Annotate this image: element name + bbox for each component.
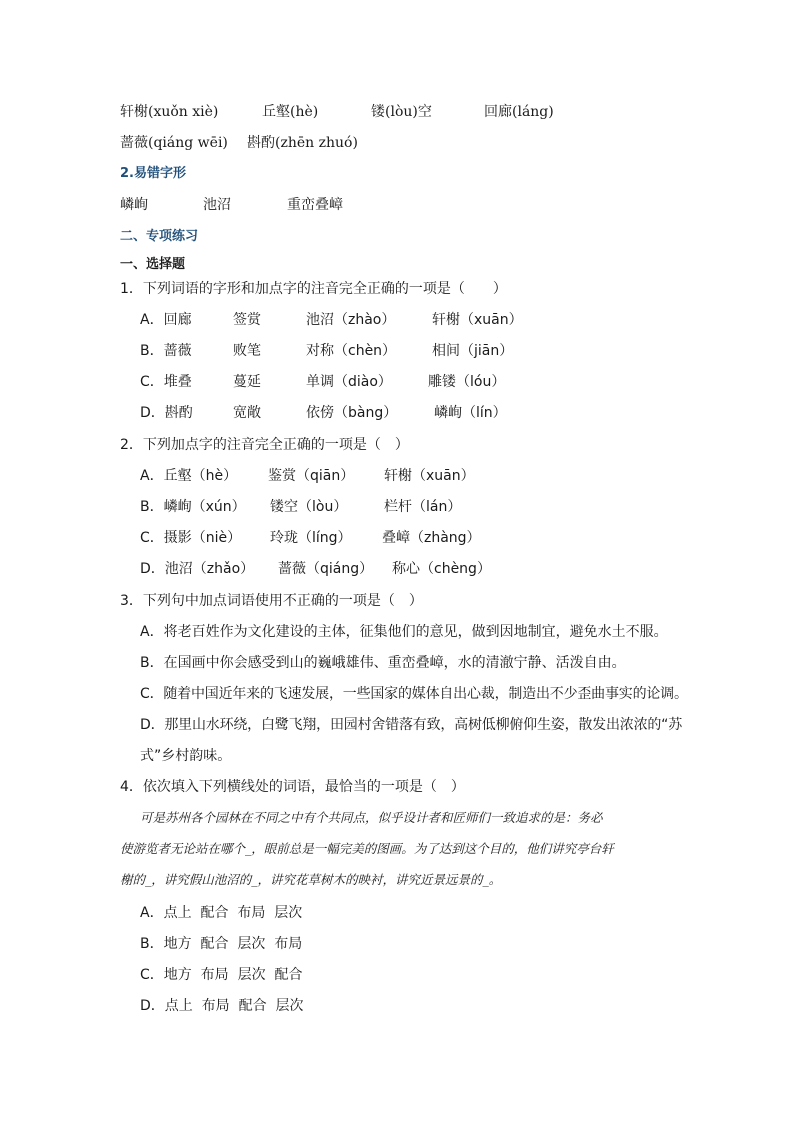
- option-cell: 镂空（lòu）: [270, 499, 348, 515]
- question-1-stem: 1．下列词语的字形和加点字的注音完全正确的一项是（ ）: [120, 281, 507, 297]
- option-cell: A．回廊: [140, 312, 192, 328]
- q3-option-b: B．在国画中你会感受到山的巍峨雄伟、重峦叠嶂，水的清澈宁静、活泼自由。: [140, 655, 626, 671]
- option-cell: 蔷薇（qiáng）: [278, 561, 374, 577]
- practice-heading: 二、专项练习: [120, 229, 199, 244]
- q4-option-c: C．地方 布局 层次 配合: [140, 967, 303, 983]
- q4-option-a: A．点上 配合 布局 层次: [140, 905, 303, 921]
- option-cell: C．摄影（niè）: [140, 530, 242, 546]
- q3-option-d: D．那里山水环绕，白鹭飞翔，田园村舍错落有致，高树低柳俯仰生姿，散发出浓浓的“苏: [140, 717, 683, 733]
- option-cell: B．嶙峋（xún）: [140, 499, 246, 515]
- option-cell: 栏杆（lán）: [384, 499, 462, 515]
- option-cell: 轩榭（xuān）: [384, 468, 475, 484]
- question-4-stem: 4．依次填入下列横线处的词语，最恰当的一项是（ ）: [120, 779, 465, 795]
- question-3-stem: 3．下列句中加点词语使用不正确的一项是（ ）: [120, 593, 423, 609]
- option-cell: 称心（chèng）: [392, 561, 491, 577]
- option-cell: 签赏: [233, 312, 261, 328]
- q4-option-b: B．地方 配合 层次 布局: [140, 936, 303, 952]
- option-cell: C．堆叠: [140, 374, 192, 390]
- option-cell: 鉴赏（qiān）: [268, 468, 355, 484]
- choice-heading: 一、选择题: [120, 257, 186, 272]
- option-cell: A．丘壑（hè）: [140, 468, 238, 484]
- pinyin-item: 轩榭(xuǒn xiè): [120, 104, 219, 120]
- passage-line: 使游览者无论站在哪个_，眼前总是一幅完美的图画。为了达到这个目的，他们讲究亭台轩: [120, 841, 614, 856]
- option-cell: D．池沼（zhǎo）: [140, 561, 255, 577]
- option-cell: 蔓延: [233, 374, 261, 390]
- option-cell: 轩榭（xuān）: [432, 312, 523, 328]
- pinyin-item: 丘壑(hè): [262, 104, 319, 120]
- q3-option-a: A．将老百姓作为文化建设的主体，征集他们的意见，做到因地制宜，避免水土不服。: [140, 624, 668, 640]
- passage-line: 可是苏州各个园林在不同之中有个共同点，似乎设计者和匠师们一致追求的是：务必: [140, 810, 603, 825]
- option-cell: 宽敞: [233, 405, 261, 421]
- option-cell: 单调（diào）: [306, 374, 392, 390]
- question-2-stem: 2．下列加点字的注音完全正确的一项是（ ）: [120, 437, 409, 453]
- option-cell: 玲珑（líng）: [270, 530, 352, 546]
- pinyin-item: 镂(lòu)空: [371, 104, 432, 120]
- passage-line: 榭的_，讲究假山池沼的_，讲究花草树木的映衬，讲究近景远景的_。: [120, 872, 502, 887]
- option-cell: B．蔷薇: [140, 343, 192, 359]
- option-cell: 雕镂（lóu）: [428, 374, 506, 390]
- word-item: 重峦叠嶂: [287, 197, 343, 213]
- q4-option-d: D．点上 布局 配合 层次: [140, 998, 304, 1014]
- option-cell: 对称（chèn）: [306, 343, 397, 359]
- q3-option-d-continued: 式”乡村韵味。: [140, 748, 232, 764]
- q3-option-c: C．随着中国近年来的飞速发展，一些国家的媒体自出心裁，制造出不少歪曲事实的论调。: [140, 686, 688, 702]
- option-cell: 败笔: [233, 343, 261, 359]
- option-cell: 相间（jiān）: [432, 343, 514, 359]
- option-cell: 嶙峋（lín）: [434, 405, 507, 421]
- pinyin-item: 斟酌(zhēn zhuó): [247, 135, 358, 151]
- pinyin-item: 蔷薇(qiáng wēi): [120, 135, 228, 151]
- section-title: 2.易错字形: [120, 166, 186, 181]
- option-cell: D．斟酌: [140, 405, 193, 421]
- option-cell: 叠嶂（zhàng）: [382, 530, 481, 546]
- word-item: 嶙峋: [120, 197, 148, 213]
- option-cell: 依傍（bàng）: [306, 405, 398, 421]
- option-cell: 池沼（zhào）: [306, 312, 396, 328]
- word-item: 池沼: [203, 197, 231, 213]
- pinyin-item: 回廊(láng): [484, 104, 554, 120]
